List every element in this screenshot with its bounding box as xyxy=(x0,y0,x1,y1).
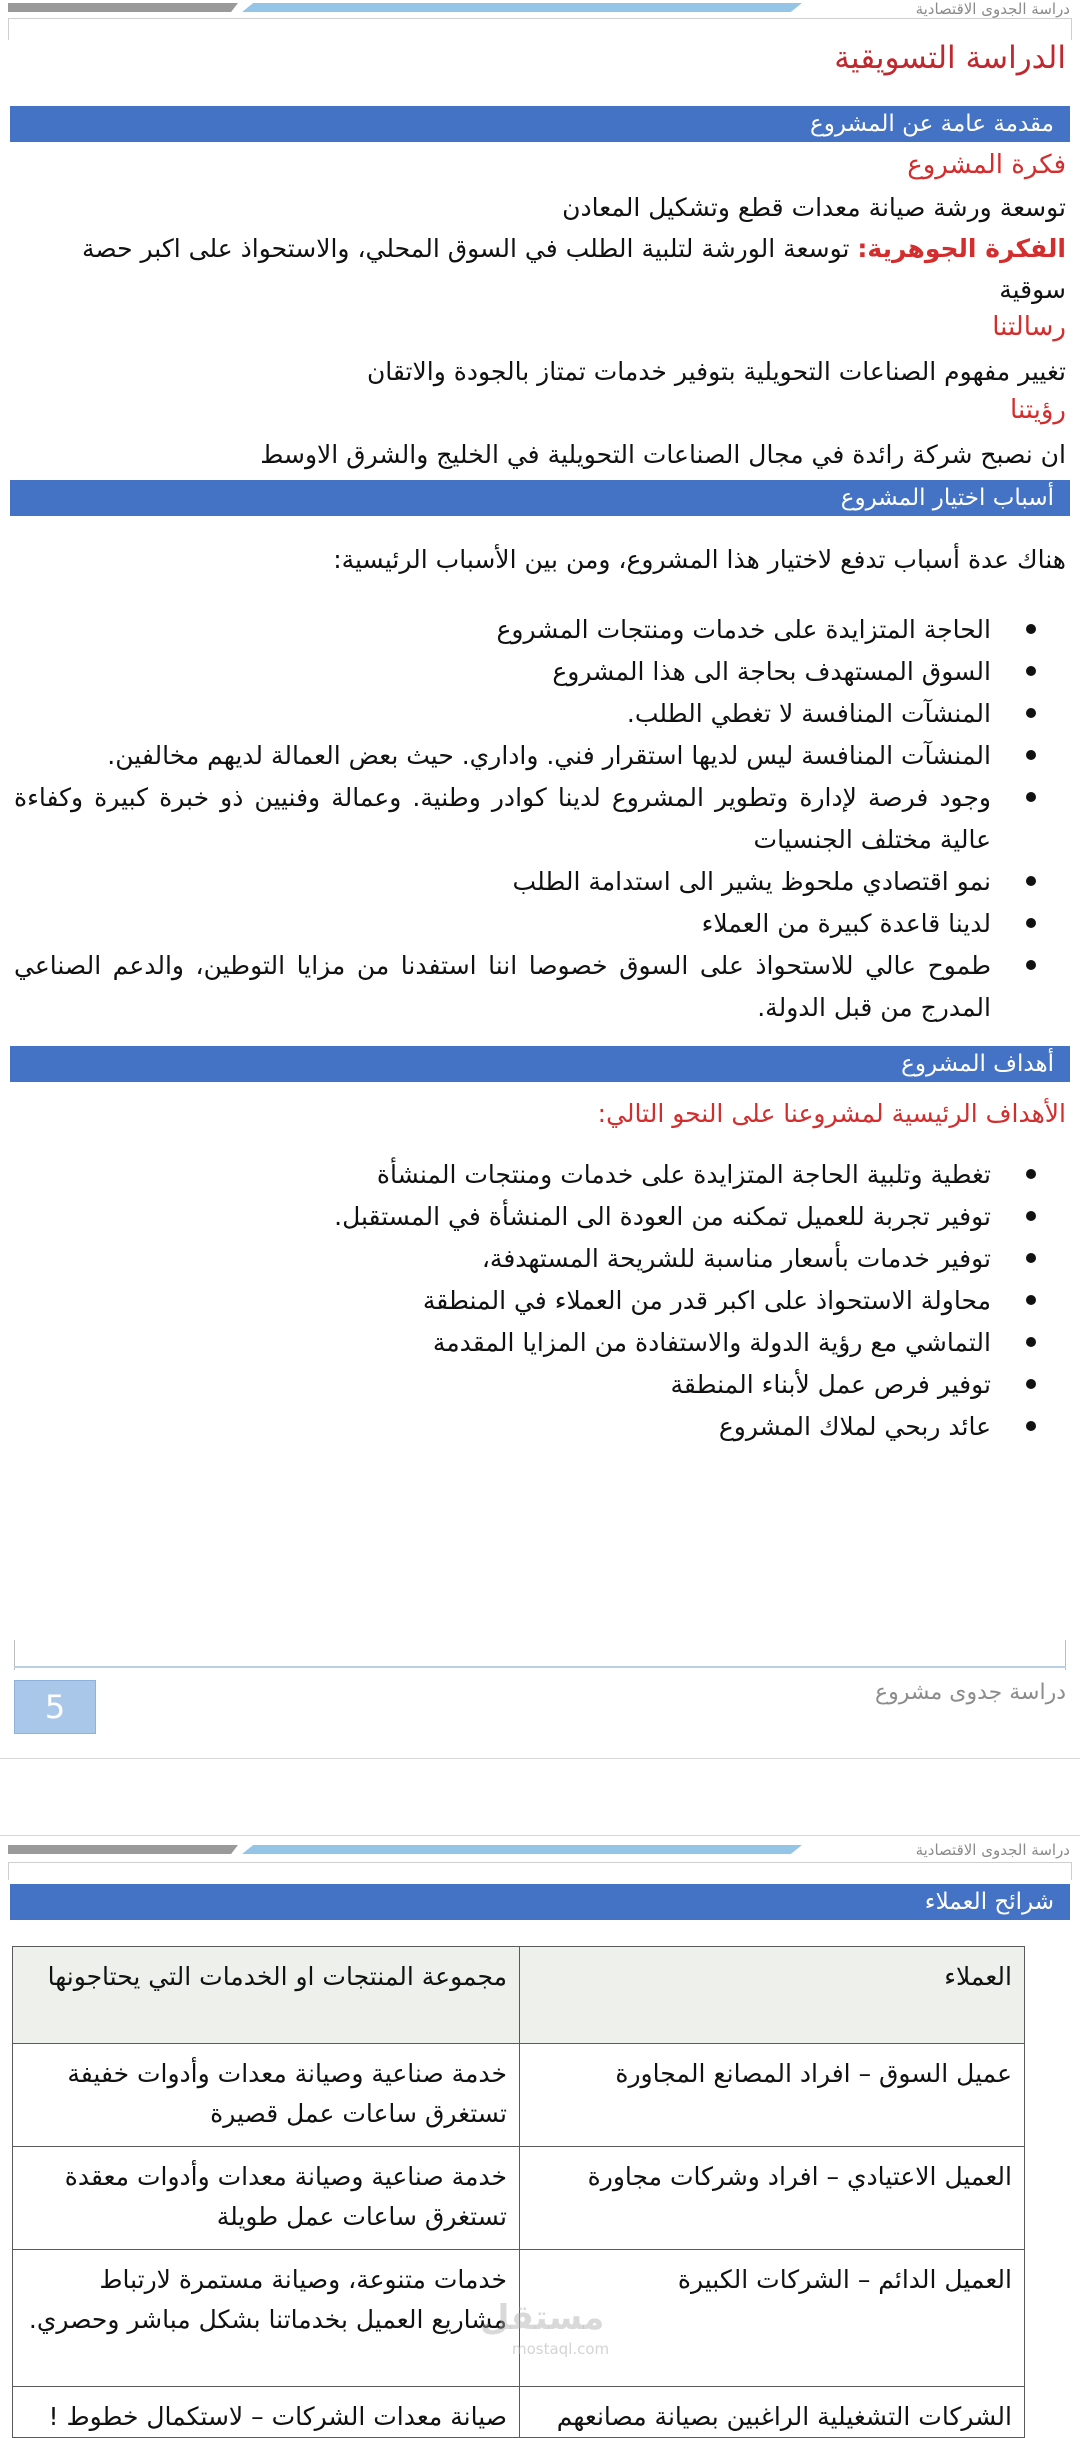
reasons-intro: هناك عدة أسباب تدفع لاختيار هذا المشروع، ومن بين الأسباب الرئيسية: xyxy=(333,545,1066,574)
bullet-icon xyxy=(1026,624,1036,634)
goals-list xyxy=(14,1154,1066,1448)
list-item xyxy=(14,1196,1066,1238)
bullet-icon xyxy=(1026,792,1036,802)
bullet-icon xyxy=(1026,1211,1036,1221)
table-header-row xyxy=(13,1947,1025,2044)
list-item xyxy=(14,861,1066,903)
core-idea-label: الفكرة الجوهرية: xyxy=(857,234,1066,263)
cell-client: الشركات التشغيلية الراغبين بصيانة مصانعهم xyxy=(520,2387,1025,2438)
goal-text: محاولة الاستحواذ على اكبر قدر من العملاء في المنطقة xyxy=(422,1286,991,1315)
reason-text: الحاجة المتزايدة على خدمات ومنتجات المشروع xyxy=(496,615,991,644)
mission-heading: رسالتنا xyxy=(992,312,1066,342)
reason-text: المنشآت المنافسة لا تغطي الطلب. xyxy=(626,699,991,728)
cell-client: عميل السوق – افراد المصانع المجاورة xyxy=(520,2044,1025,2147)
list-item xyxy=(14,693,1066,735)
bullet-icon xyxy=(1026,1421,1036,1431)
header-cell-products: مجموعة المنتجات او الخدمات التي يحتاجونها xyxy=(13,1947,520,2044)
idea-heading: فكرة المشروع xyxy=(907,150,1066,180)
goal-text: عائد ربحي لملاك المشروع xyxy=(718,1412,991,1441)
list-item xyxy=(14,1406,1066,1448)
list-item xyxy=(14,1364,1066,1406)
goal-text: توفير خدمات بأسعار مناسبة للشريحة المستهدفة، xyxy=(481,1244,991,1273)
bullet-icon xyxy=(1026,918,1036,928)
bullet-icon xyxy=(1026,876,1036,886)
header-corner-mark xyxy=(8,18,9,40)
list-item xyxy=(14,1238,1066,1280)
header-study-title: دراسة الجدوى الاقتصادية xyxy=(915,0,1070,18)
section-bar-reasons: أسباب اختيار المشروع xyxy=(10,480,1070,516)
cell-need: خدمة صناعية وصيانة معدات وأدوات معقدة تستغرق ساعات عمل طويلة xyxy=(13,2147,520,2250)
bullet-icon xyxy=(1026,750,1036,760)
list-item xyxy=(14,609,1066,651)
bullet-icon xyxy=(1026,1379,1036,1389)
watermark-url: mostaql.com xyxy=(512,2340,610,2358)
bullet-icon xyxy=(1026,666,1036,676)
bullet-icon xyxy=(1026,1295,1036,1305)
page2-top-edge xyxy=(0,1835,1080,1836)
section-bar-goals: أهداف المشروع xyxy=(10,1046,1070,1082)
bullet-icon xyxy=(1026,708,1036,718)
goal-text: توفير تجربة للعميل تمكنه من العودة الى المنشأة في المستقبل. xyxy=(334,1202,991,1231)
reason-text: طموح عالي للاستحواذ على السوق خصوصا اننا استفدنا من مزايا التوطين، والدعم الصناعي المدرج من قبل الدولة. xyxy=(14,951,991,1022)
core-idea-text: توسعة الورشة لتلبية الطلب في السوق المحلي، والاستحواذ على اكبر حصة xyxy=(82,234,858,263)
bullet-icon xyxy=(1026,960,1036,970)
header-corner-mark-right-p2 xyxy=(1071,1862,1072,1880)
reason-text: لدينا قاعدة كبيرة من العملاء xyxy=(701,909,991,938)
page-number: 5 xyxy=(14,1680,96,1734)
cell-need: خدمة صناعية وصيانة معدات وأدوات خفيفة تستغرق ساعات عمل قصيرة xyxy=(13,2044,520,2147)
header-rule-gray xyxy=(8,3,238,12)
header-corner-mark-p2 xyxy=(8,1862,9,1880)
bullet-icon xyxy=(1026,1169,1036,1179)
header-rule-blue-p2 xyxy=(242,1845,802,1854)
cell-need: خدمات متنوعة، وصيانة مستمرة لارتباط مشاريع العميل بخدماتنا بشكل مباشر وحصري. xyxy=(13,2250,520,2387)
footer-text: دراسة جدوى مشروع xyxy=(874,1680,1066,1705)
page-title: الدراسة التسويقية xyxy=(834,40,1066,76)
list-item xyxy=(14,1154,1066,1196)
vision-heading: رؤيتنا xyxy=(1010,395,1066,425)
watermark-logo: مستقل xyxy=(480,2298,605,2338)
table-row xyxy=(13,2147,1025,2250)
goal-text: تغطية وتلبية الحاجة المتزايدة على خدمات ومنتجات المنشأة xyxy=(376,1160,991,1189)
header-divider xyxy=(8,18,1072,19)
list-item xyxy=(14,1280,1066,1322)
header-rule-blue xyxy=(242,3,802,12)
bullet-icon xyxy=(1026,1337,1036,1347)
goal-text: توفير فرص عمل لأبناء المنطقة xyxy=(670,1370,991,1399)
bullet-icon xyxy=(1026,1253,1036,1263)
header-divider-p2 xyxy=(8,1862,1072,1863)
vision-text: ان نصبح شركة رائدة في مجال الصناعات التحويلية في الخليج والشرق الاوسط xyxy=(260,440,1066,469)
core-idea-line xyxy=(82,229,1066,269)
list-item xyxy=(14,945,1066,1029)
cell-client: العميل الدائم – الشركات الكبيرة xyxy=(520,2250,1025,2387)
goals-intro: الأهداف الرئيسية لمشروعنا على النحو التالي: xyxy=(597,1099,1066,1128)
header-cell-clients: العملاء xyxy=(520,1947,1025,2044)
reason-text: نمو اقتصادي ملحوظ يشير الى استدامة الطلب xyxy=(512,867,991,896)
table-row xyxy=(13,2387,1025,2438)
clients-table xyxy=(12,1946,1025,2438)
core-idea-text-cont: سوقية xyxy=(999,275,1066,304)
footer-divider xyxy=(14,1666,1066,1668)
list-item xyxy=(14,735,1066,777)
list-item xyxy=(14,1322,1066,1364)
list-item xyxy=(14,651,1066,693)
section-bar-intro: مقدمة عامة عن المشروع xyxy=(10,106,1070,142)
cell-need: صيانة معدات الشركات – لاستكمال خطوط ! xyxy=(13,2387,520,2438)
reason-text: المنشآت المنافسة ليس لديها استقرار فني. واداري. حيث بعض العمالة لديهم مخالفين. xyxy=(107,741,991,770)
header-study-title-p2: دراسة الجدوى الاقتصادية xyxy=(915,1841,1070,1859)
reason-text: السوق المستهدف بحاجة الى هذا المشروع xyxy=(552,657,991,686)
mission-text: تغيير مفهوم الصناعات التحويلية بتوفير خدمات تمتاز بالجودة والاتقان xyxy=(366,357,1066,386)
header-corner-mark-right xyxy=(1071,18,1072,40)
reason-text: وجود فرصة لإدارة وتطوير المشروع لدينا كوادر وطنية. وعمالة وفنيين ذو خبرة كبيرة وكفاءة عالية مختلف الجنسيات xyxy=(14,783,991,854)
idea-text: توسعة ورشة صيانة معدات قطع وتشكيل المعادن xyxy=(562,193,1066,222)
section-bar-segments: شرائح العملاء xyxy=(10,1884,1070,1920)
cell-client: العميل الاعتيادي – افراد وشركات مجاورة xyxy=(520,2147,1025,2250)
header-rule-gray-p2 xyxy=(8,1845,238,1854)
goal-text: التماشي مع رؤية الدولة والاستفادة من المزايا المقدمة xyxy=(432,1328,991,1357)
list-item xyxy=(14,903,1066,945)
page-gap xyxy=(0,1759,1080,1835)
table-row xyxy=(13,2044,1025,2147)
list-item xyxy=(14,777,1066,861)
reasons-list xyxy=(14,609,1066,1029)
